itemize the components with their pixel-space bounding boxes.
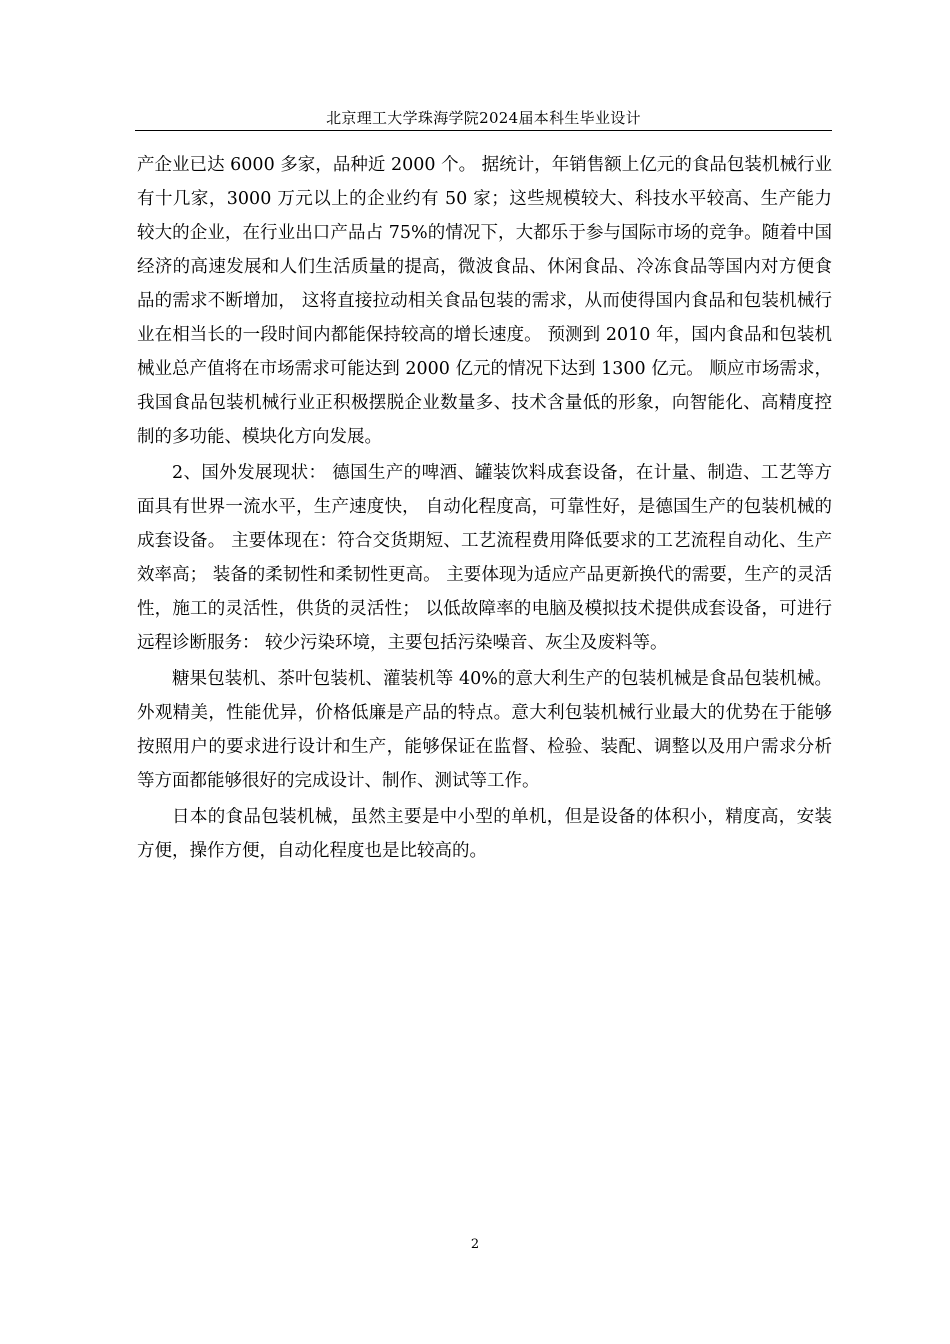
paragraph-japan-packaging: 日本的食品包装机械，虽然主要是中小型的单机，但是设备的体积小，精度高，安装方便，操作方便，自动化程度也是比较高的。 [137, 807, 832, 861]
paragraph-continuation: 产企业已达 6000 多家，品种近 2000 个。 据统计，年销售额上亿元的食品包装机械行业有十几家，3000 万元以上的企业约有 50 家；这些规模较大、科技水平较高、生产能力较大的企业，在行业出口产品占 75%的情况下，大都乐于参与国际市场的竞争。随着中国经济的高速发展和人们生活质量的提高，微波食品、休闲食品、冷冻食品等国内对方便食品的需求不断增加， 这将直接拉动相关食品包装的需求，从而使得国内食品和包装机械行业在相当长的一段时间内都能保持较高的增长速度。 预测到 2010 年，国内食品和包装机械业总产值将在市场需求可能达到 2000 亿元的情况下达到 1300 亿元。 顺应市场需求，我国食品包装机械行业正积极摆脱企业数量多、技术含量低的形象，向智能化、高精度控制的多功能、模块化方向发展。 [137, 155, 832, 447]
body-text [137, 148, 832, 868]
page-number: 2 [470, 1237, 480, 1252]
paragraph-foreign-development: 2、国外发展现状： 德国生产的啤酒、罐装饮料成套设备，在计量、制造、工艺等方面具有世界一流水平，生产速度快， 自动化程度高，可靠性好，是德国生产的包装机械的成套设备。 主要体现在：符合交货期短、工艺流程费用降低要求的工艺流程自动化、生产效率高； 装备的柔韧性和柔韧性更高。 主要体现为适应产品更新换代的需要，生产的灵活性，施工的灵活性，供货的灵活性； 以低故障率的电脑及模拟技术提供成套设备，可进行远程诊断服务： 较少污染环境，主要包括污染噪音、灰尘及废料等。 [137, 463, 832, 653]
page-header-title: 北京理工大学珠海学院2024届本科生毕业设计 [326, 109, 641, 127]
header-divider [135, 130, 832, 131]
paragraph-italy-packaging: 糖果包装机、茶叶包装机、灌装机等 40%的意大利生产的包装机械是食品包装机械。外观精美，性能优异，价格低廉是产品的特点。意大利包装机械行业最大的优势在于能够按照用户的要求进行设计和生产，能够保证在监督、检验、装配、调整以及用户需求分析等方面都能够很好的完成设计、制作、测试等工作。 [137, 669, 832, 791]
